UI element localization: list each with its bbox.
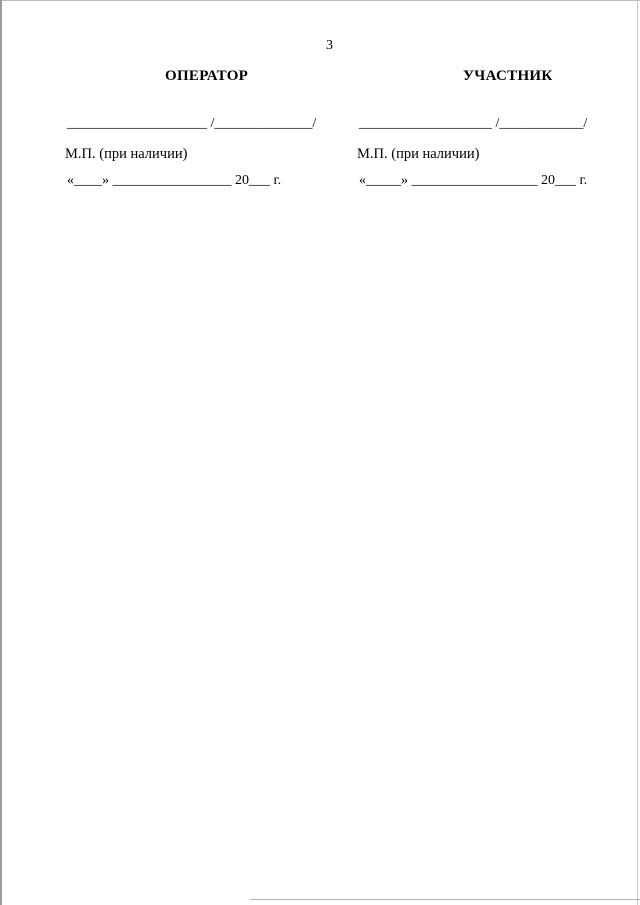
scan-edge-right bbox=[637, 0, 638, 905]
operator-title: ОПЕРАТОР bbox=[165, 68, 249, 84]
participant-title: УЧАСТНИК bbox=[463, 68, 553, 84]
operator-stamp-label: М.П. (при наличии) bbox=[65, 146, 188, 162]
operator-date-line: «____» _________________ 20___ г. bbox=[67, 173, 282, 188]
page-number: 3 bbox=[326, 38, 333, 53]
participant-stamp-label: М.П. (при наличии) bbox=[357, 146, 480, 162]
scan-edge-left bbox=[0, 0, 2, 905]
scan-edge-bottom bbox=[250, 899, 640, 900]
operator-signature-line: ____________________ /______________/ bbox=[67, 116, 317, 131]
participant-date-line: «_____» __________________ 20___ г. bbox=[359, 173, 588, 188]
scan-edge-top bbox=[0, 0, 640, 1]
participant-signature-line: ___________________ /____________/ bbox=[359, 116, 588, 131]
